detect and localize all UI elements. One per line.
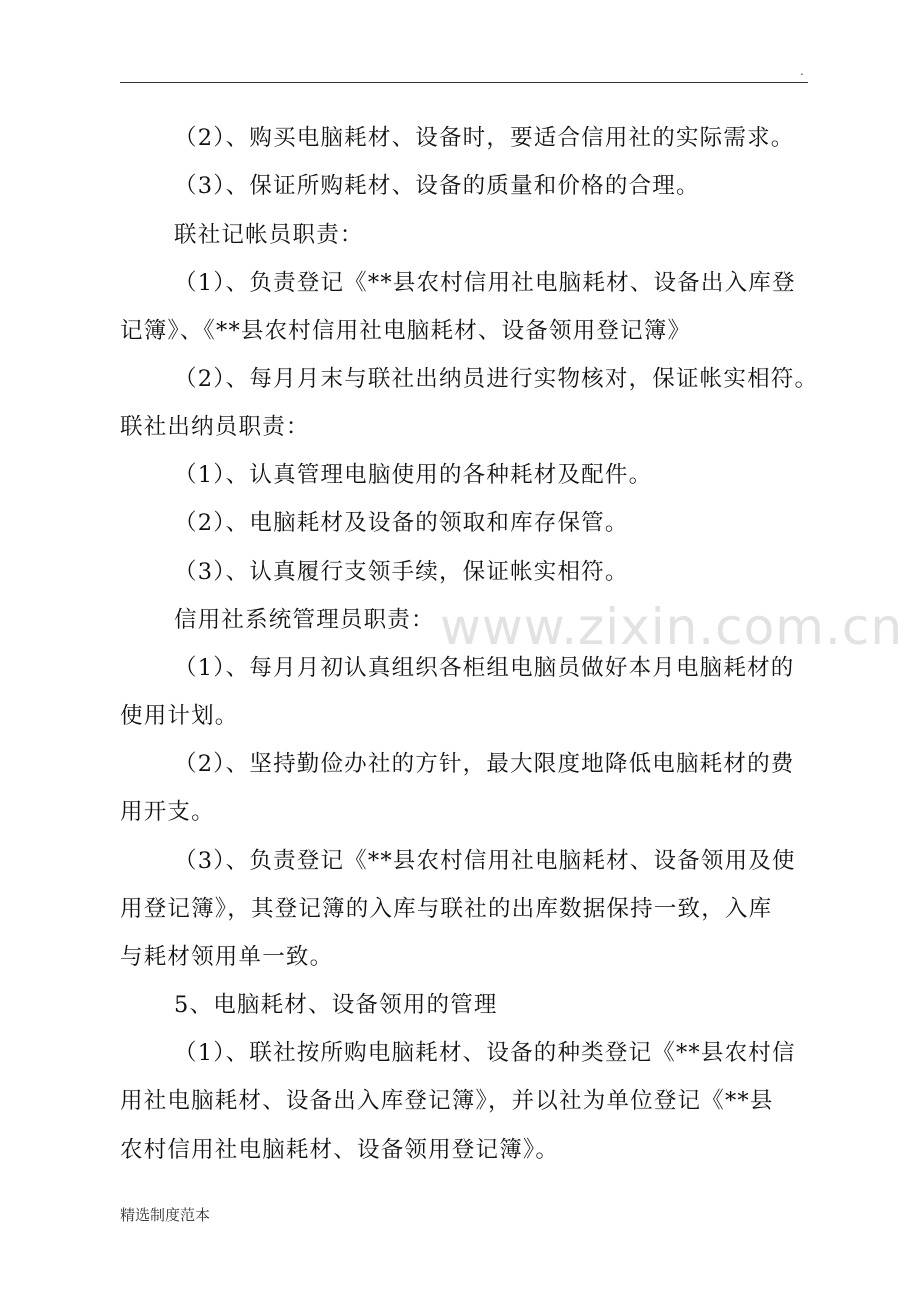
- watermark: www.zixin.com.cn: [440, 598, 904, 656]
- paragraph-line: 用开支。: [120, 799, 215, 825]
- paragraph-line: （1）、每月月初认真组织各柜组电脑员做好本月电脑耗材的: [174, 655, 795, 681]
- paragraph-line: （1）、联社按所购电脑耗材、设备的种类登记《**县农村信: [174, 1040, 796, 1066]
- header-mark: .: [800, 64, 804, 78]
- paragraph-line: 农村信用社电脑耗材、设备领用登记簿》。: [120, 1137, 560, 1163]
- section-heading: 5、电脑耗材、设备领用的管理: [174, 992, 498, 1018]
- paragraph-line: 用社电脑耗材、设备出入库登记簿》，并以社为单位登记《**县: [120, 1088, 774, 1114]
- paragraph-line: （2）、购买电脑耗材、设备时，要适合信用社的实际需求。: [174, 125, 795, 151]
- paragraph-line: （1）、负责登记《**县农村信用社电脑耗材、设备出入库登: [174, 270, 796, 296]
- paragraph-line: （1）、认真管理电脑使用的各种耗材及配件。: [174, 462, 653, 488]
- paragraph-line: 与耗材领用单一致。: [120, 944, 334, 970]
- footer-text: 精选制度范本: [120, 1206, 211, 1224]
- paragraph-line: （2）、坚持勤俭办社的方针，最大限度地降低电脑耗材的费: [174, 751, 795, 777]
- header-rule: [120, 82, 808, 83]
- paragraph-line: 记簿》、《**县农村信用社电脑耗材、设备领用登记簿》: [120, 318, 692, 344]
- section-heading: 联社记帐员职责：: [174, 222, 364, 248]
- paragraph-line: 用登记簿》，其登记簿的入库与联社的出库数据保持一致，入库: [120, 896, 773, 922]
- paragraph-line: （3）、负责登记《**县农村信用社电脑耗材、设备领用及使: [174, 848, 796, 874]
- paragraph-line: （3）、认真履行支领手续，保证帐实相符。: [174, 559, 629, 585]
- section-heading: 联社出纳员职责：: [120, 414, 310, 440]
- paragraph-line: 使用计划。: [120, 703, 239, 729]
- paragraph-line: （2）、每月月末与联社出纳员进行实物核对，保证帐实相符。: [174, 366, 819, 392]
- paragraph-line: （2）、电脑耗材及设备的领取和库存保管。: [174, 510, 629, 536]
- paragraph-line: （3）、保证所购耗材、设备的质量和价格的合理。: [174, 173, 700, 199]
- section-heading: 信用社系统管理员职责：: [174, 607, 435, 633]
